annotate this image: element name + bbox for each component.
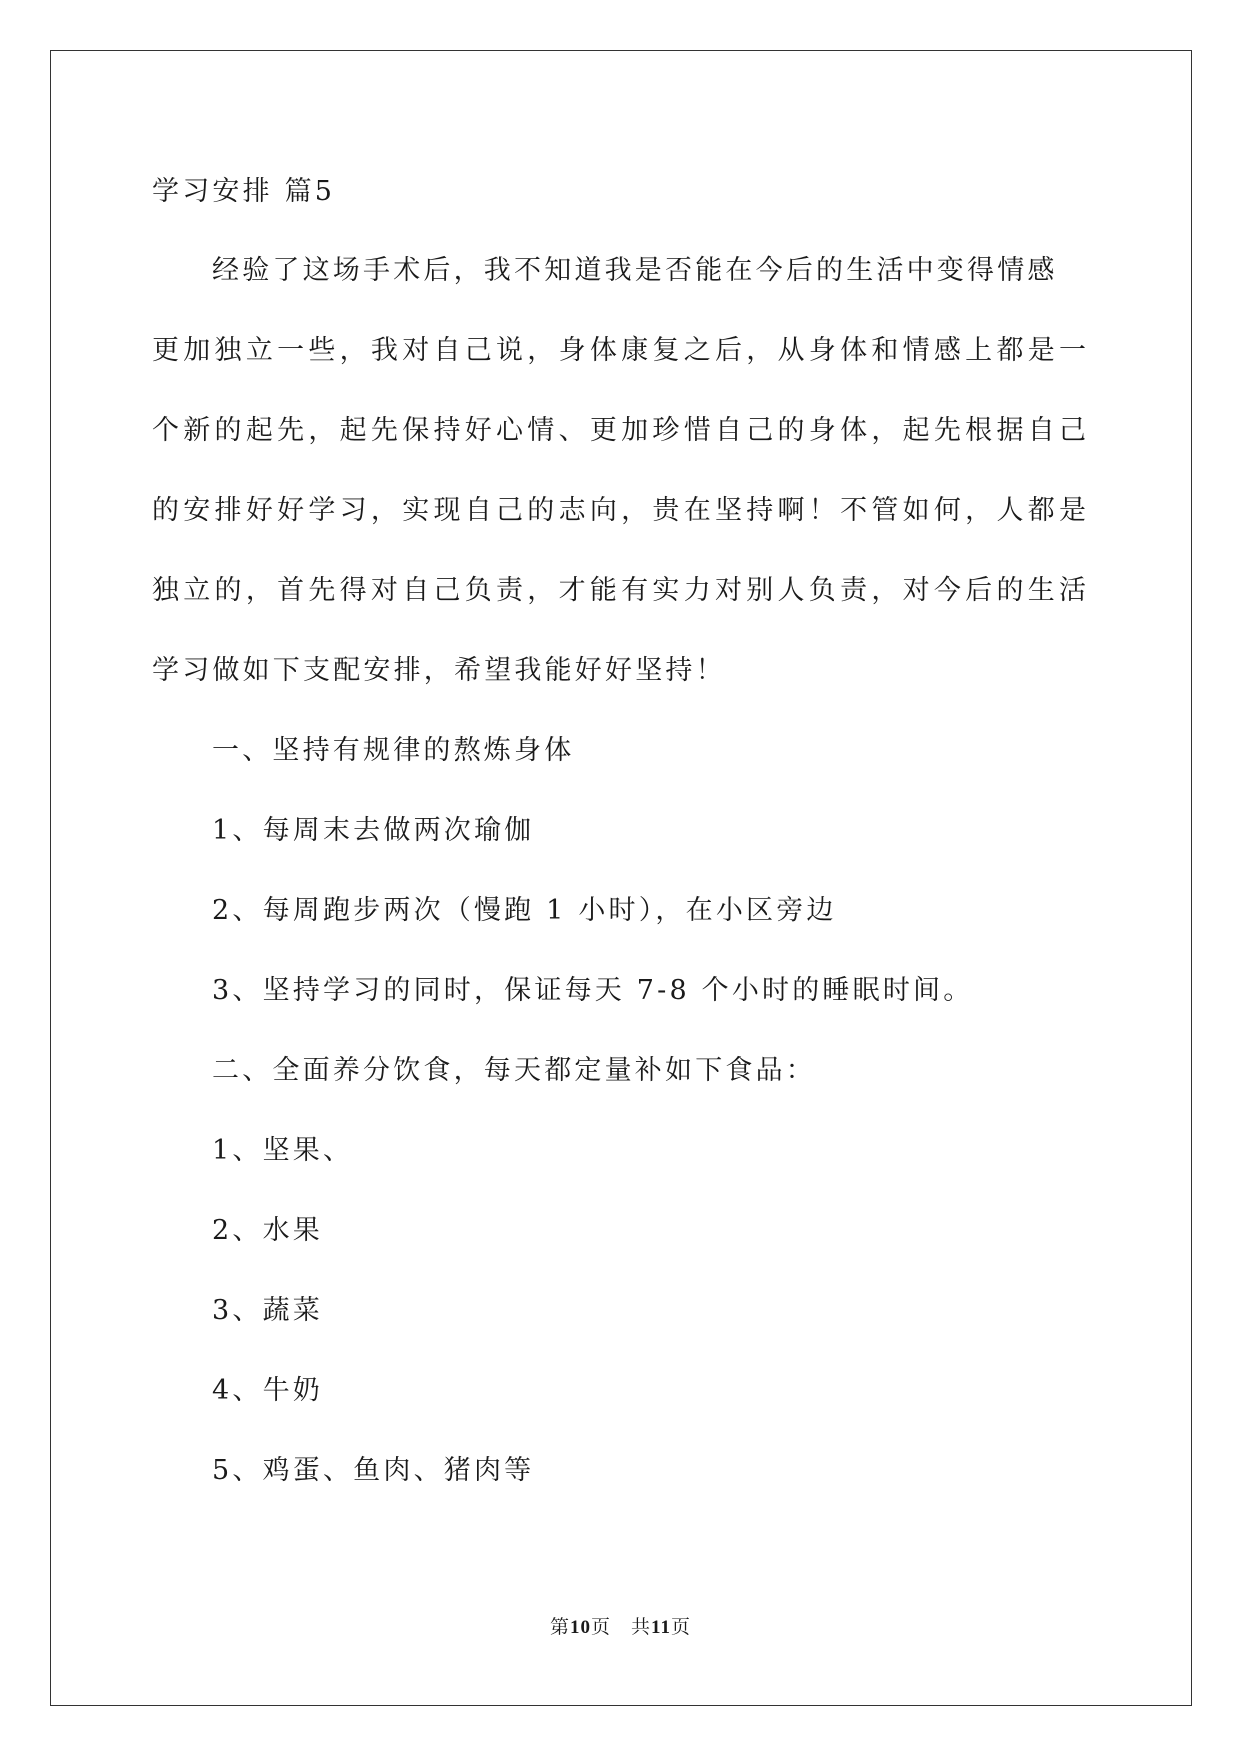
section2-item: 2、水果 — [212, 1215, 323, 1246]
paragraph-line-6: 学习做如下支配安排，希望我能好好坚持！ — [152, 655, 726, 686]
paragraph-line-2: 更加独立一些，我对自己说，身体康复之后，从身体和情感上都是一 — [152, 335, 1086, 366]
paragraph-line-4: 的安排好好学习，实现自己的志向，贵在坚持啊！不管如何，人都是 — [152, 495, 1086, 526]
section1-item: 3、坚持学习的同时，保证每天 7-8 个小时的睡眠时间。 — [212, 975, 974, 1006]
section1-item: 2、每周跑步两次（慢跑 1 小时），在小区旁边 — [212, 895, 837, 926]
section2-title: 二、全面养分饮食，每天都定量补如下食品： — [212, 1055, 816, 1086]
section2-item: 5、鸡蛋、鱼肉、猪肉等 — [212, 1455, 535, 1486]
section1-title: 一、坚持有规律的熬炼身体 — [212, 735, 575, 766]
paragraph-line-5: 独立的，首先得对自己负责，才能有实力对别人负责，对今后的生活 — [152, 575, 1086, 606]
section2-item: 1、坚果、 — [212, 1135, 354, 1166]
section2-item: 3、蔬菜 — [212, 1295, 323, 1326]
document-heading: 学习安排 篇5 — [152, 176, 336, 207]
section1-item: 1、每周末去做两次瑜伽 — [212, 815, 535, 846]
footer-page-current: 10 — [570, 1617, 592, 1638]
page-footer — [0, 1614, 1241, 1641]
paragraph-line-3: 个新的起先，起先保持好心情、更加珍惜自己的身体，起先根据自己 — [152, 415, 1086, 446]
section2-item: 4、牛奶 — [212, 1375, 323, 1406]
footer-page-prefix: 第 — [550, 1616, 571, 1638]
footer-page-mid: 页 共 — [591, 1616, 652, 1638]
footer-page-total: 11 — [651, 1617, 671, 1638]
footer-page-suffix: 页 — [670, 1616, 691, 1638]
paragraph-line-1: 经验了这场手术后，我不知道我是否能在今后的生活中变得情感 — [212, 255, 1058, 286]
